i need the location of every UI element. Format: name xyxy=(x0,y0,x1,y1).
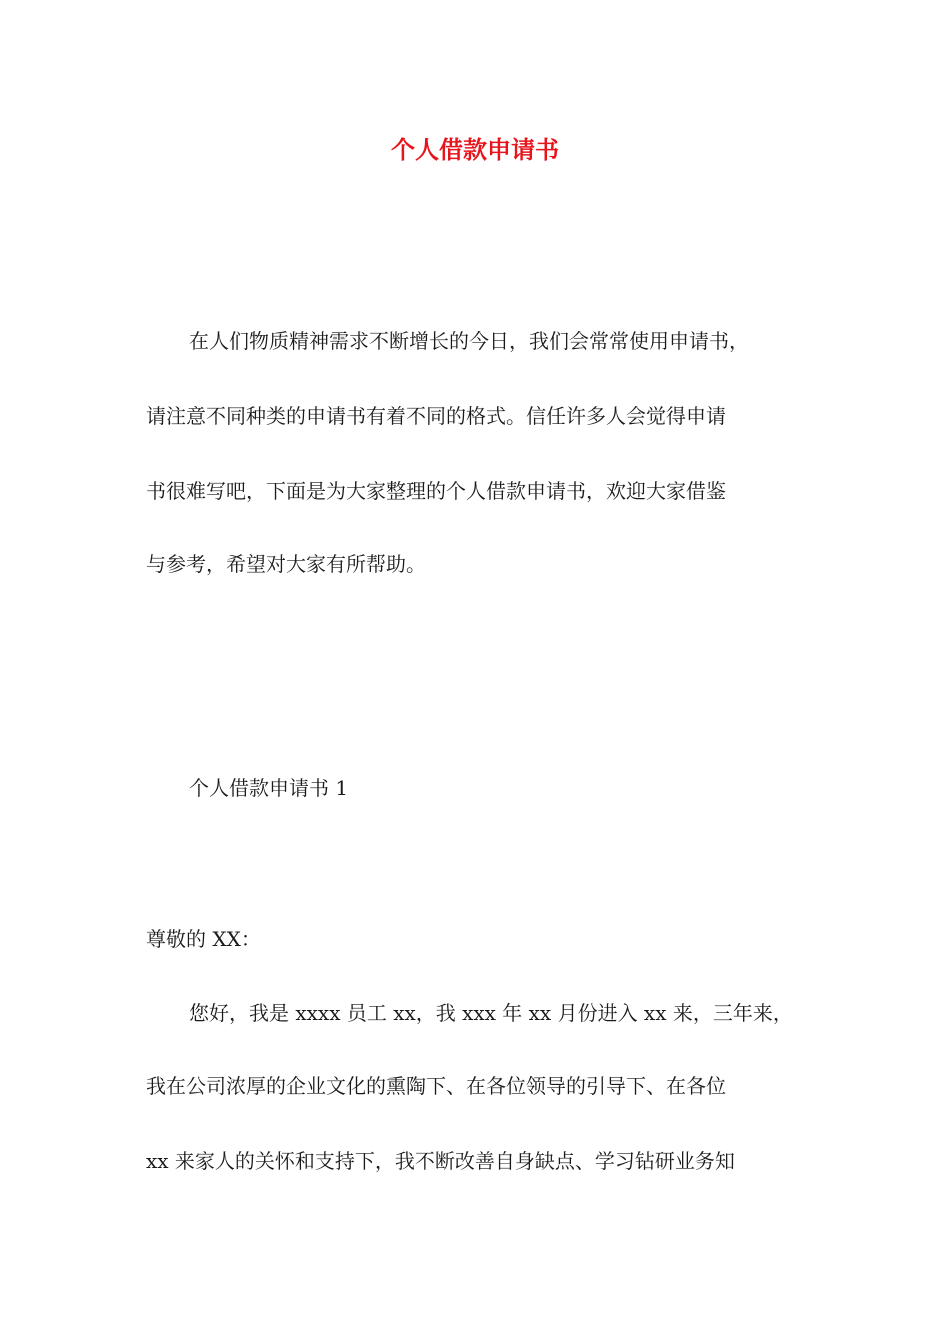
intro-line-3: 书很难写吧，下面是为大家整理的个人借款申请书，欢迎大家借鉴 xyxy=(146,479,726,503)
body-line-1: 您好，我是 xxxx 员工 xx，我 xxx 年 xx 月份进入 xx 来，三年来， xyxy=(189,1001,793,1025)
body-line-2: 我在公司浓厚的企业文化的熏陶下、在各位领导的引导下、在各位 xyxy=(146,1074,726,1098)
salutation: 尊敬的 XX： xyxy=(146,927,261,951)
intro-line-2: 请注意不同种类的申请书有着不同的格式。信任许多人会觉得申请 xyxy=(146,404,726,428)
body-line-3: xx 来家人的关怀和支持下，我不断改善自身缺点、学习钻研业务知 xyxy=(146,1149,735,1173)
document-title: 个人借款申请书 xyxy=(391,135,559,164)
intro-line-4: 与参考，希望对大家有所帮助。 xyxy=(146,552,426,576)
section-heading: 个人借款申请书 1 xyxy=(189,776,349,800)
intro-line-1: 在人们物质精神需求不断增长的今日，我们会常常使用申请书， xyxy=(189,329,749,353)
